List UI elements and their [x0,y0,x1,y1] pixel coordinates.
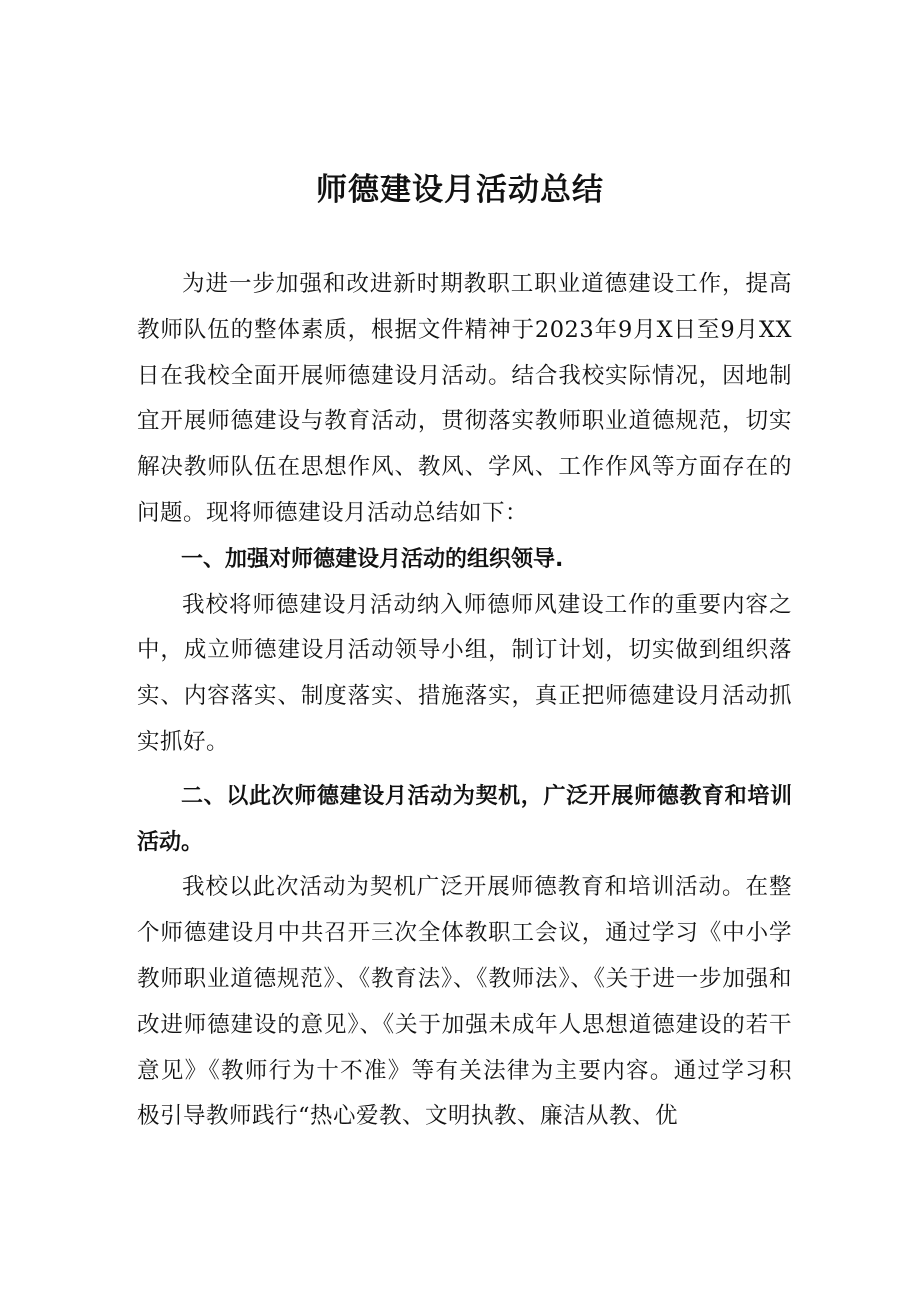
section-2-heading: 二、以此次师德建设月活动为契机，广泛开展师德教育和培训活动。 [137,783,792,855]
section-1-heading: 一、加强对师德建设月活动的组织领导. [181,546,564,572]
section-1-paragraph: 我校将师德建设月活动纳入师德师风建设工作的重要内容之中，成立师德建设月活动领导小组，制订计划，切实做到组织落实、内容落实、制度落实、措施落实，真正把师德建设月活动抓实抓好。 [137,591,792,755]
document-title: 师德建设月活动总结 [316,172,604,208]
section-2-paragraph: 我校以此次活动为契机广泛开展师德教育和培训活动。在整个师德建设月中共召开三次全体教职工会议，通过学习《中小学教师职业道德规范》、《教育法》、《教师法》、《关于进一步加强和改进师德建设的意见》、《关于加强未成年人思想道德建设的若干意见》《教师行为十不准》等有关法律为主要内容。通过学习积极引导教师践行“热心爱教、文明执教、廉洁从教、优 [137,874,792,1130]
document-body [137,262,792,1140]
intro-paragraph: 为进一步加强和改进新时期教职工职业道德建设工作，提高教师队伍的整体素质，根据文件精神于2023年9月X日至9月XX日在我校全面开展师德建设月活动。结合我校实际情况，因地制宜开展师德建设与教育活动，贯彻落实教师职业道德规范，切实解决教师队伍在思想作风、教风、学风、工作作风等方面存在的问题。现将师德建设月活动总结如下： [137,271,792,526]
